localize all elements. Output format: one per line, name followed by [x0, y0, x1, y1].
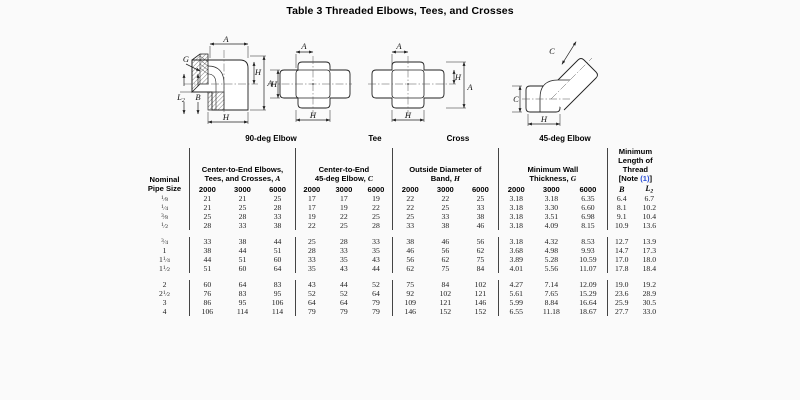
cell-value: 95	[273, 289, 282, 299]
cell-value: 92	[392, 289, 427, 298]
dim-label-H: H	[540, 114, 548, 124]
cell-value: 6.7	[644, 194, 655, 204]
threaded-fittings-table	[140, 148, 663, 316]
cell-value: 79	[295, 307, 327, 316]
cell-value: 52	[340, 289, 348, 299]
dim-label-H: H	[454, 72, 462, 82]
fittings-diagram	[140, 22, 670, 144]
cell-value: 33	[189, 237, 224, 246]
cell-nominal-pipe-size: $2^1⁄_2$	[159, 289, 170, 299]
row-group-spacer	[140, 273, 663, 280]
cell-value: 62	[476, 246, 485, 256]
cell-value: 146	[392, 307, 427, 316]
cell-value: 79	[340, 307, 348, 317]
dim-label-B: B	[195, 92, 201, 102]
cell-value: 3.18	[498, 237, 533, 246]
cell-value: 8.84	[544, 298, 559, 308]
cell-value: 7.65	[544, 289, 559, 299]
cell-nominal-pipe-size: 1	[162, 246, 167, 256]
cell-value: 18.4	[642, 264, 657, 274]
subheader-G-3000: 3000	[542, 185, 560, 195]
cell-value: 28	[189, 221, 224, 230]
note-suffix: ]	[649, 173, 653, 183]
cell-value: 25	[238, 203, 247, 213]
figure-region	[140, 22, 670, 144]
cell-value: 28	[340, 237, 348, 247]
cell-value: 19	[372, 194, 380, 204]
cell-value: 3.51	[544, 212, 559, 222]
dim-label-A: A	[301, 41, 307, 51]
cell-value: 52	[295, 289, 327, 298]
cell-nominal-pipe-size: 2	[162, 280, 167, 290]
cell-nominal-pipe-size: 3	[162, 298, 167, 308]
subheader-H-3000: 3000	[436, 185, 454, 195]
cell-nominal-pipe-size: $^3⁄_8$	[160, 213, 169, 222]
cell-value: 6.35	[581, 194, 595, 204]
cell-value: 33	[273, 212, 282, 222]
cell-value: 19	[295, 212, 327, 221]
cell-value: 10.9	[607, 221, 635, 230]
cell-value: 64	[238, 280, 247, 290]
cell-value: 12.09	[579, 280, 597, 290]
note-prefix: [Note	[618, 173, 641, 183]
figure-caption-elbow-45: 45-deg Elbow	[539, 134, 591, 143]
dim-label-A: A	[396, 41, 402, 51]
table-header-groups	[140, 148, 663, 184]
cell-value: 4.01	[498, 264, 533, 273]
nominal-line1: Nominal	[149, 175, 180, 185]
cell-value: 146	[474, 298, 487, 308]
cell-value: 25	[273, 194, 282, 204]
cell-value: 28.9	[642, 289, 657, 299]
dim-label-H: H	[254, 67, 262, 77]
note-reference-link[interactable]: (1)	[640, 173, 650, 183]
cell-value: 8.53	[581, 237, 595, 247]
dim-label-A: A	[223, 34, 229, 44]
cell-value: 114	[271, 307, 284, 317]
cell-value: 3.89	[498, 255, 533, 264]
figure-cross	[368, 52, 466, 122]
cell-value: 33	[238, 221, 247, 231]
cell-value: 13.9	[642, 237, 657, 247]
cell-value: 5.28	[544, 255, 559, 265]
cell-value: 27.7	[607, 307, 635, 316]
cell-value: 38	[476, 212, 485, 222]
cell-value: 6.4	[607, 194, 635, 203]
cell-value: 33	[340, 246, 348, 256]
page-title: Table 3 Threaded Elbows, Tees, and Crosses	[286, 5, 514, 17]
cell-value: 43	[372, 255, 380, 265]
cell-value: 43	[295, 280, 327, 289]
cell-value: 38	[441, 221, 450, 231]
symbol-H: H	[453, 173, 460, 183]
dim-label-H: H	[270, 79, 278, 89]
cell-value: 28	[295, 246, 327, 255]
cell-value: 17	[295, 194, 327, 203]
cell-nominal-pipe-size: $^1⁄_8$	[160, 195, 169, 204]
cell-value: 33	[372, 237, 380, 247]
subheader-C-3000: 3000	[335, 185, 353, 195]
cell-value: 38	[189, 246, 224, 255]
column-group-center-to-end-elbows-tees-crosses: Center-to-End Elbows, Tees, and Crosses, A	[189, 148, 295, 184]
cell-value: 121	[439, 298, 452, 308]
cell-value: 51	[238, 255, 247, 265]
cell-value: 22	[372, 203, 380, 213]
cell-value: 106	[189, 307, 224, 316]
cell-value: 13.6	[642, 221, 657, 231]
cell-value: 83	[273, 280, 282, 290]
cell-value: 18.0	[642, 255, 657, 265]
cell-value: 16.64	[579, 298, 597, 308]
table-row	[140, 221, 663, 230]
cell-value: 25	[189, 212, 224, 221]
row-group-spacer	[140, 230, 663, 237]
cell-value: 17	[340, 194, 348, 204]
cell-value: 152	[439, 307, 452, 317]
cell-value: 33	[476, 203, 485, 213]
nominal-line2: Pipe Size	[147, 184, 182, 194]
cell-value: 5.61	[498, 289, 533, 298]
cell-value: 46	[441, 237, 450, 247]
table-row	[140, 255, 663, 264]
cell-value: 79	[372, 298, 380, 308]
cell-value: 30.5	[642, 298, 657, 308]
table-row	[140, 280, 663, 289]
cell-value: 84	[441, 280, 450, 290]
cell-value: 6.55	[498, 307, 533, 316]
cell-value: 44	[238, 246, 247, 256]
cell-value: 106	[271, 298, 284, 308]
cell-value: 38	[392, 237, 427, 246]
subheader-A-2000: 2000	[189, 184, 224, 194]
cell-value: 75	[476, 255, 485, 265]
cell-value: 25	[441, 203, 450, 213]
dim-label-H: H	[309, 110, 317, 120]
cell-value: 84	[476, 264, 485, 274]
cell-nominal-pipe-size: $^3⁄_4$	[160, 238, 169, 247]
cell-value: 22	[392, 194, 427, 203]
cell-nominal-pipe-size: $^1⁄_4$	[160, 204, 169, 213]
cell-value: 56	[392, 255, 427, 264]
subheader-thread-B: B	[607, 184, 635, 194]
cell-value: 60	[189, 280, 224, 289]
column-header-nominal-pipe-size	[140, 148, 189, 194]
cell-value: 17.0	[607, 255, 635, 264]
cell-value: 152	[474, 307, 487, 317]
cell-value: 10.2	[642, 203, 657, 213]
subheader-A-6000: 6000	[269, 185, 286, 195]
cell-value: 5.56	[544, 264, 559, 274]
dim-label-C: C	[513, 94, 519, 104]
cell-value: 6.60	[581, 203, 595, 213]
table-header-subcolumns	[140, 184, 663, 194]
cell-value: 44	[340, 280, 348, 290]
cell-value: 33	[441, 212, 450, 222]
cell-value: 35	[340, 255, 348, 265]
cell-value: 8.1	[607, 203, 635, 212]
cell-value: 28	[273, 203, 282, 213]
cell-value: 38	[238, 237, 247, 247]
cell-value: 75	[392, 280, 427, 289]
dim-label-L2: $L_2$	[177, 92, 185, 104]
cell-value: 95	[238, 298, 247, 308]
cell-value: 25	[372, 212, 380, 222]
cell-value: 3.18	[498, 203, 533, 212]
cell-value: 22	[441, 194, 450, 204]
figure-caption-elbow-90: 90-deg Elbow	[245, 134, 297, 143]
symbol-C: C	[367, 173, 373, 183]
cell-value: 19.2	[642, 280, 657, 290]
cell-value: 51	[189, 264, 224, 273]
cell-value: 19.0	[607, 280, 635, 289]
cell-value: 22	[295, 221, 327, 230]
cell-value: 4.98	[544, 246, 559, 256]
subheader-A-3000: 3000	[234, 185, 251, 195]
cell-value: 60	[273, 255, 282, 265]
dim-label-H: H	[404, 110, 412, 120]
cell-value: 52	[372, 280, 380, 290]
cell-value: 17.8	[607, 264, 635, 273]
cell-value: 8.15	[581, 221, 595, 231]
cell-value: 3.68	[498, 246, 533, 255]
cell-value: 11.18	[542, 307, 560, 317]
symbol-G: G	[570, 173, 577, 183]
cell-nominal-pipe-size: 4	[162, 307, 167, 317]
cell-value: 25	[295, 237, 327, 246]
subheader-C-2000: 2000	[295, 184, 327, 194]
cell-value: 38	[273, 221, 282, 231]
cell-value: 64	[340, 298, 348, 308]
dim-label-C: C	[549, 46, 555, 56]
cell-nominal-pipe-size: $1^1⁄_2$	[159, 264, 170, 274]
cell-value: 35	[295, 264, 327, 273]
cell-value: 51	[273, 246, 282, 256]
subheader-H-6000: 6000	[471, 185, 489, 195]
cell-value: 23.6	[607, 289, 635, 298]
cell-value: 3.18	[498, 194, 533, 203]
column-group-center-to-end-45-deg-elbow: Center-to-End 45-deg Elbow, C	[295, 148, 392, 184]
cell-value: 25.9	[607, 298, 635, 307]
cell-value: 76	[189, 289, 224, 298]
cell-nominal-pipe-size: $^1⁄_2$	[160, 222, 169, 231]
cell-value: 102	[474, 280, 487, 290]
column-group-minimum-length-of-thread: Minimum Length of Thread [Note (1)]	[607, 148, 663, 184]
cell-value: 79	[372, 307, 380, 317]
cell-value: 64	[295, 298, 327, 307]
cell-value: 25	[340, 221, 348, 231]
table-row	[140, 264, 663, 273]
subheader-H-2000: 2000	[392, 184, 427, 194]
cell-value: 10.4	[642, 212, 657, 222]
table-row	[140, 298, 663, 307]
cell-value: 75	[441, 264, 450, 274]
cell-value: 56	[476, 237, 485, 247]
cell-value: 3.30	[544, 203, 559, 213]
cell-value: 9.93	[581, 246, 595, 256]
cell-value: 28	[238, 212, 247, 222]
cell-value: 109	[392, 298, 427, 307]
cell-value: 4.32	[544, 237, 559, 247]
cell-value: 3.18	[498, 221, 533, 230]
subheader-G-6000: 6000	[579, 185, 597, 195]
cell-value: 60	[238, 264, 247, 274]
cell-value: 35	[372, 246, 380, 256]
cell-value: 21	[189, 203, 224, 212]
cell-value: 46	[392, 246, 427, 255]
table-row	[140, 307, 663, 316]
table-row	[140, 289, 663, 298]
cell-value: 21	[189, 194, 224, 203]
cell-value: 4.09	[544, 221, 559, 231]
cell-value: 62	[392, 264, 427, 273]
figure-caption-tee: Tee	[368, 134, 382, 143]
dim-label-G: G	[182, 54, 190, 64]
cell-value: 114	[236, 307, 249, 317]
subheader-thread-L2: L2	[645, 183, 654, 195]
symbol-A: A	[275, 173, 281, 183]
figure-caption-cross: Cross	[446, 134, 470, 143]
cell-value: 44	[189, 255, 224, 264]
cell-value: 25	[392, 212, 427, 221]
dim-label-H: H	[222, 112, 230, 122]
cell-value: 3.18	[498, 212, 533, 221]
table-row	[140, 203, 663, 212]
cell-value: 64	[273, 264, 282, 274]
dim-label-A: A	[267, 78, 273, 88]
cell-value: 83	[238, 289, 247, 299]
cell-value: 56	[441, 246, 450, 256]
cell-value: 17.3	[642, 246, 657, 256]
cell-value: 14.7	[607, 246, 635, 255]
cell-value: 9.1	[607, 212, 635, 221]
cell-value: 5.99	[498, 298, 533, 307]
column-group-minimum-wall-thickness: Minimum Wall Thickness, G	[498, 148, 607, 184]
cell-value: 4.27	[498, 280, 533, 289]
cell-value: 44	[273, 237, 282, 247]
cell-value: 33	[392, 221, 427, 230]
table-row	[140, 237, 663, 246]
cell-value: 12.7	[607, 237, 635, 246]
cell-value: 7.14	[544, 280, 559, 290]
cell-value: 17	[295, 203, 327, 212]
cell-value: 18.67	[579, 307, 597, 317]
cell-value: 44	[372, 264, 380, 274]
cell-value: 46	[476, 221, 485, 231]
table-row	[140, 194, 663, 203]
dim-label-A: A	[467, 82, 473, 92]
cell-value: 10.59	[579, 255, 597, 265]
cell-value: 33.0	[642, 307, 657, 317]
cell-value: 64	[372, 289, 380, 299]
cell-value: 28	[372, 221, 380, 231]
cell-value: 15.29	[579, 289, 597, 299]
cell-value: 102	[439, 289, 452, 299]
cell-value: 62	[441, 255, 450, 265]
cell-value: 43	[340, 264, 348, 274]
cell-value: 21	[238, 194, 247, 204]
cell-value: 22	[340, 212, 348, 222]
table-row	[140, 212, 663, 221]
cell-value: 11.07	[579, 264, 597, 274]
table-row	[140, 246, 663, 255]
cell-value: 19	[340, 203, 348, 213]
column-group-outside-diameter-of-band: Outside Diameter of Band, H	[392, 148, 498, 184]
subheader-G-2000: 2000	[498, 184, 533, 194]
cell-nominal-pipe-size: $1^1⁄_4$	[159, 255, 170, 265]
cell-value: 121	[474, 289, 487, 299]
cell-value: 33	[295, 255, 327, 264]
cell-value: 6.98	[581, 212, 595, 222]
cell-value: 25	[476, 194, 485, 204]
cell-value: 22	[392, 203, 427, 212]
cell-value: 86	[189, 298, 224, 307]
table-body	[140, 194, 663, 316]
subheader-C-6000: 6000	[367, 185, 385, 195]
cell-value: 3.18	[544, 194, 559, 204]
